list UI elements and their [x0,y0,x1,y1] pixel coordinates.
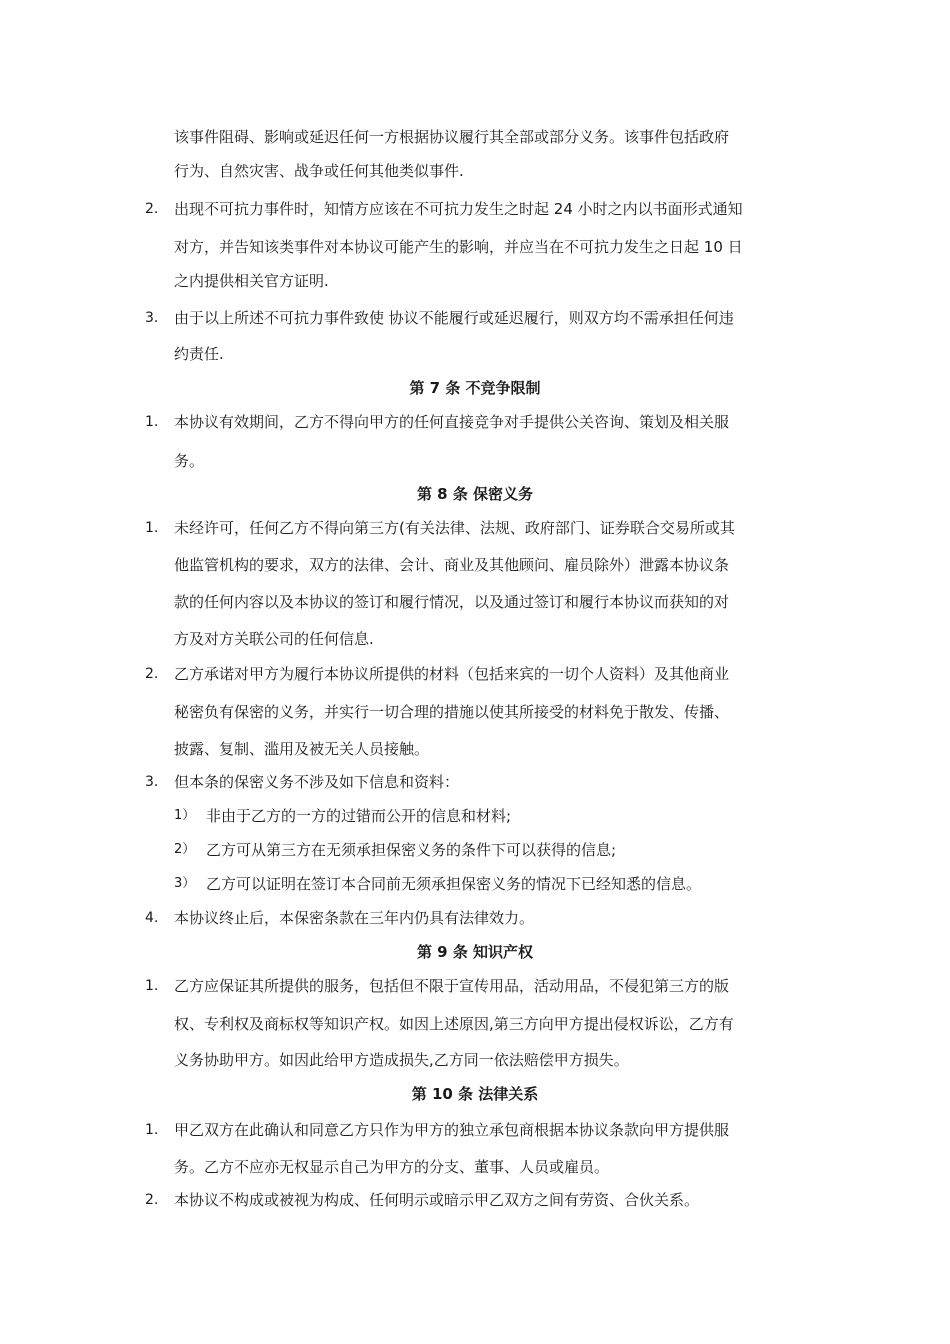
art7-item-1-number: 1. [145,414,159,430]
art10-item-1-number: 1. [145,1122,159,1138]
art6-item-2-line-1: 出现不可抗力事件时，知情方应该在不可抗力发生之时起 24 小时之内以书面形式通知 [174,200,743,218]
art8-item-1-number: 1. [145,520,159,536]
art10-item-1-line-2: 务。乙方不应亦无权显示自己为甲方的分支、董事、人员或雇员。 [174,1158,610,1176]
art8-item-2-line-1: 乙方承诺对甲方为履行本协议所提供的材料（包括来宾的一切个人资料）及其他商业 [174,665,730,683]
art8-item-1-line-4: 方及对方关联公司的任何信息. [174,630,374,648]
art6-item-3-line-1: 由于以上所述不可抗力事件致使 协议不能履行或延迟履行，则双方均不需承担任何违 [174,309,734,327]
art6-item-2-line-2: 对方，并告知该类事件对本协议可能产生的影响，并应当在不可抗力发生之日起 10 日 [174,238,743,256]
article-9-heading: 第 9 条 知识产权 [416,943,534,961]
art8-sub-2-number: 2） [174,842,196,857]
art8-item-1-line-2: 他监管机构的要求，双方的法律、会计、商业及其他顾问、雇员除外）泄露本协议条 [174,556,730,574]
art6-item-3-number: 3. [145,310,159,326]
art8-item-3-number: 3. [145,774,159,790]
art9-item-1-line-3: 义务协助甲方。如因此给甲方造成损失,乙方同一依法赔偿甲方损失。 [174,1051,629,1069]
art6-item-2-line-3: 之内提供相关官方证明. [174,272,329,290]
art6-item-3-line-2: 约责任. [174,345,224,363]
art8-sub-1-text: 非由于乙方的一方的过错而公开的信息和材料; [206,807,512,825]
art8-item-1-line-1: 未经许可，任何乙方不得向第三方(有关法律、法规、政府部门、证券联合交易所或其 [174,519,735,537]
art6-item-2-number: 2. [145,201,159,217]
art9-item-1-number: 1. [145,978,159,994]
art8-sub-2-text: 乙方可从第三方在无须承担保密义务的条件下可以获得的信息; [206,841,617,859]
art9-item-1-line-2: 权、专利权及商标权等知识产权。如因上述原因,第三方向甲方提出侵权诉讼，乙方有 [174,1015,734,1033]
intro-line-2: 行为、自然灾害、战争或任何其他类似事件. [174,162,464,180]
article-7-heading: 第 7 条 不竞争限制 [409,379,541,397]
art8-sub-3-number: 3） [174,876,196,891]
art8-sub-3-text: 乙方可以证明在签订本合同前无须承担保密义务的情况下已经知悉的信息。 [206,875,702,893]
art8-item-2-number: 2. [145,666,159,682]
intro-line-1: 该事件阻碍、影响或延迟任何一方根据协议履行其全部或部分义务。该事件包括政府 [174,128,730,146]
art10-item-1-line-1: 甲乙双方在此确认和同意乙方只作为甲方的独立承包商根据本协议条款向甲方提供服 [174,1121,730,1139]
art7-item-1-line-2: 务。 [174,452,205,470]
art8-item-4-line-1: 本协议终止后，本保密条款在三年内仍具有法律效力。 [174,909,535,927]
art8-sub-1-number: 1） [174,808,196,823]
article-8-heading: 第 8 条 保密义务 [416,485,534,503]
art8-item-3-line-1: 但本条的保密义务不涉及如下信息和资料： [174,773,460,791]
article-10-heading: 第 10 条 法律关系 [411,1085,539,1103]
art7-item-1-line-1: 本协议有效期间，乙方不得向甲方的任何直接竞争对手提供公关咨询、策划及相关服 [174,413,730,431]
art10-item-2-number: 2. [145,1192,159,1208]
art8-item-4-number: 4. [145,910,159,926]
art8-item-2-line-3: 披露、复制、滥用及被无关人员接触。 [174,740,430,758]
art8-item-1-line-3: 款的任何内容以及本协议的签订和履行情况，以及通过签订和履行本协议而获知的对 [174,593,730,611]
art8-item-2-line-2: 秘密负有保密的义务，并实行一切合理的措施以使其所接受的材料免于散发、传播、 [174,703,730,721]
art10-item-2-line-1: 本协议不构成或被视为构成、任何明示或暗示甲乙双方之间有劳资、合伙关系。 [174,1191,700,1209]
art9-item-1-line-1: 乙方应保证其所提供的服务，包括但不限于宣传用品，活动用品，不侵犯第三方的版 [174,977,730,995]
